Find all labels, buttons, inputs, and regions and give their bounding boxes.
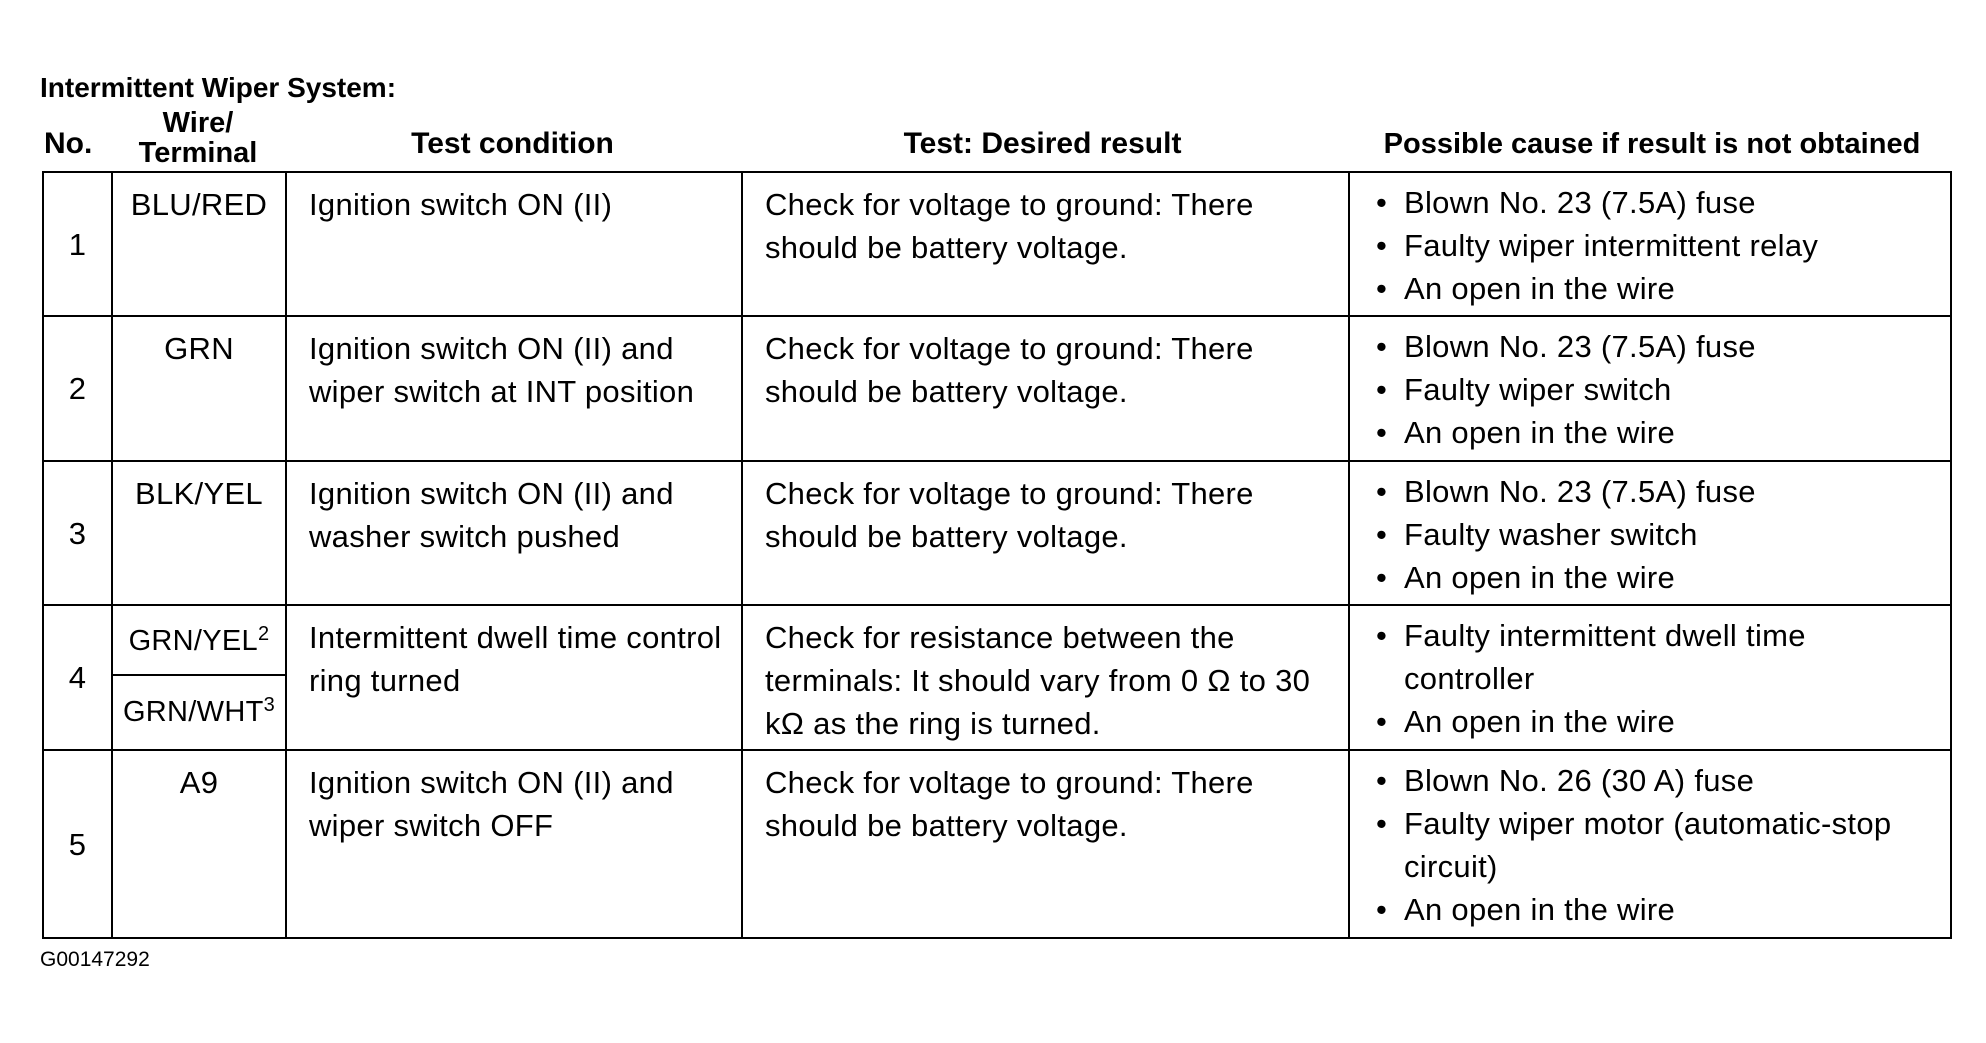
- possible-causes: [1349, 605, 1951, 750]
- wire-terminal: BLU/RED: [112, 172, 286, 316]
- cause-item: • Blown No. 26 (30 A) fuse: [1376, 759, 1942, 802]
- cause-item: • An open in the wire: [1376, 888, 1942, 931]
- table-row: [43, 316, 1951, 461]
- cause-item: • Faulty wiper switch: [1376, 368, 1942, 411]
- wire-label: GRN/YEL: [128, 625, 258, 657]
- footnote-marker: 3: [263, 694, 276, 716]
- figure-id: G00147292: [40, 948, 150, 971]
- footnote-marker: 2: [257, 623, 270, 645]
- cause-item: • Faulty washer switch: [1376, 513, 1942, 556]
- table-row: [43, 605, 1951, 750]
- wire-terminal-split: [112, 605, 286, 750]
- header-possible-cause: Possible cause if result is not obtained: [1383, 128, 1921, 160]
- test-condition: Intermittent dwell time control ring turned: [286, 605, 742, 750]
- cause-item: • An open in the wire: [1376, 556, 1942, 599]
- header-wire-terminal: [118, 108, 278, 168]
- cause-item: • Blown No. 23 (7.5A) fuse: [1376, 181, 1942, 224]
- possible-causes: [1349, 316, 1951, 461]
- cause-item: • Blown No. 23 (7.5A) fuse: [1376, 470, 1942, 513]
- cause-item: • An open in the wire: [1376, 700, 1942, 743]
- test-condition: Ignition switch ON (II) and washer switch pushed: [286, 461, 742, 605]
- possible-causes: [1349, 750, 1951, 938]
- possible-causes: [1349, 172, 1951, 316]
- wire-terminal-b: [113, 676, 285, 748]
- header-no: No.: [44, 127, 93, 160]
- wire-terminal: A9: [112, 750, 286, 938]
- table-row: [43, 461, 1951, 605]
- row-number: 1: [43, 172, 112, 316]
- wire-terminal: BLK/YEL: [112, 461, 286, 605]
- table-row: [43, 172, 1951, 316]
- wire-terminal: GRN: [112, 316, 286, 461]
- cause-item: • An open in the wire: [1376, 267, 1942, 310]
- row-number: 4: [43, 605, 112, 750]
- test-condition: Ignition switch ON (II) and wiper switch at INT position: [286, 316, 742, 461]
- cause-item: • An open in the wire: [1376, 411, 1942, 454]
- test-condition: Ignition switch ON (II) and wiper switch OFF: [286, 750, 742, 938]
- desired-result: Check for voltage to ground: There should be battery voltage.: [742, 750, 1349, 938]
- cause-item: • Faulty wiper motor (automatic-stop circuit): [1376, 802, 1942, 888]
- header-wire-line1: Wire/: [162, 107, 234, 139]
- wiper-test-table: [42, 171, 1952, 939]
- page-title: Intermittent Wiper System:: [40, 72, 397, 103]
- desired-result: Check for voltage to ground: There should be battery voltage.: [742, 316, 1349, 461]
- test-condition: Ignition switch ON (II): [286, 172, 742, 316]
- desired-result: Check for resistance between the terminals: It should vary from 0 Ω to 30 kΩ as the ring is turned.: [742, 605, 1349, 750]
- possible-causes: [1349, 461, 1951, 605]
- cause-item: • Faulty wiper intermittent relay: [1376, 224, 1942, 267]
- header-wire-line2: Terminal: [138, 137, 258, 169]
- cause-item: • Blown No. 23 (7.5A) fuse: [1376, 325, 1942, 368]
- row-number: 2: [43, 316, 112, 461]
- row-number: 3: [43, 461, 112, 605]
- row-number: 5: [43, 750, 112, 938]
- header-test-condition: Test condition: [411, 127, 614, 160]
- desired-result: Check for voltage to ground: There should be battery voltage.: [742, 172, 1349, 316]
- wire-label: GRN/WHT: [122, 696, 264, 728]
- wire-terminal-a: [113, 606, 285, 676]
- desired-result: Check for voltage to ground: There should be battery voltage.: [742, 461, 1349, 605]
- cause-item: • Faulty intermittent dwell time controller: [1376, 614, 1942, 700]
- table-row: [43, 750, 1951, 938]
- header-desired-result: Test: Desired result: [903, 127, 1182, 160]
